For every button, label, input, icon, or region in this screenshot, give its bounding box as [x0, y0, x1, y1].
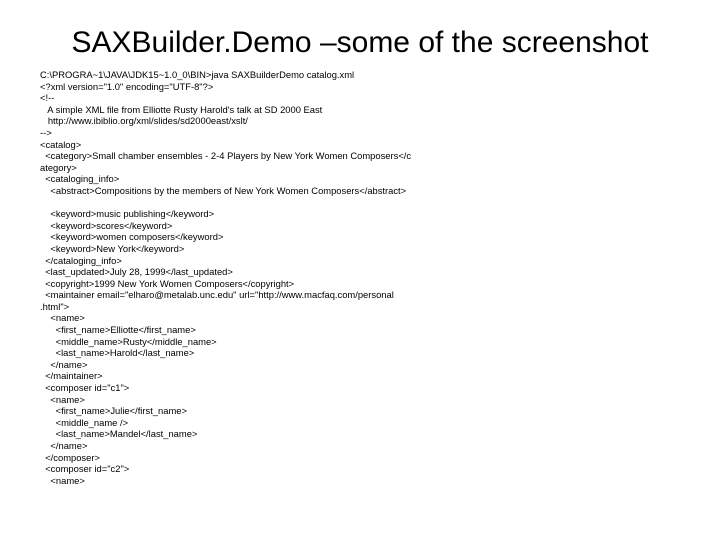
- console-line: <keyword>women composers</keyword>: [40, 231, 224, 243]
- console-line: -->: [40, 126, 52, 138]
- console-line: <last_updated>July 28, 1999</last_updated>: [40, 266, 233, 278]
- console-line: <keyword>New York</keyword>: [40, 242, 185, 254]
- console-line: <catalog>: [40, 138, 82, 150]
- console-line: <first_name>Elliotte</first_name>: [40, 324, 196, 336]
- console-line: C:\PROGRA~1\JAVA\JDK15~1.0_0\BIN>java SAXBuilderDemo catalog.xml: [40, 69, 355, 80]
- console-line: <name>: [40, 393, 85, 405]
- console-line: </name>: [40, 358, 88, 370]
- console-line: <category>Small chamber ensembles - 2-4 Players by New York Women Composers</c: [40, 150, 412, 162]
- console-line: <?xml version="1.0" encoding="UTF-8"?>: [40, 80, 214, 92]
- console-line: ategory>: [40, 161, 77, 173]
- console-line: </name>: [40, 440, 88, 451]
- console-line: <name>: [40, 474, 85, 486]
- console-line: </maintainer>: [40, 370, 103, 382]
- console-line: <!--: [40, 92, 55, 104]
- console-line: <maintainer email="elharo@metalab.unc.edu" url="http://www.macfaq.com/personal: [40, 289, 394, 301]
- console-line: <middle_name>Rusty</middle_name>: [40, 335, 217, 347]
- console-line: <first_name>Julie</first_name>: [40, 405, 187, 417]
- console-line: <name>: [40, 312, 85, 324]
- console-line: <abstract>Compositions by the members of New York Women Composers</abstract>: [40, 184, 407, 196]
- console-line: <middle_name />: [40, 416, 129, 428]
- console-line: <composer id="c2">: [40, 463, 130, 475]
- console-line: </composer>: [40, 451, 100, 463]
- console-line: <last_name>Mandel</last_name>: [40, 428, 198, 440]
- console-line: <keyword>scores</keyword>: [40, 219, 173, 231]
- console-output: [40, 69, 680, 486]
- console-line: [40, 197, 680, 209]
- console-line: <copyright>1999 New York Women Composers</copyright>: [40, 277, 295, 289]
- console-line: http://www.ibiblio.org/xml/slides/sd2000east/xslt/: [40, 115, 248, 127]
- console-line: <keyword>music publishing</keyword>: [40, 208, 215, 220]
- console-line: <composer id="c1">: [40, 382, 130, 394]
- console-line: </cataloging_info>: [40, 254, 122, 266]
- slide-title: SAXBuilder.Demo –some of the screenshot: [71, 26, 649, 59]
- console-line: .html">: [40, 300, 70, 312]
- console-line: <last_name>Harold</last_name>: [40, 347, 195, 359]
- console-line: <cataloging_info>: [40, 173, 120, 185]
- console-line: A simple XML file from Elliotte Rusty Harold's talk at SD 2000 East: [40, 103, 323, 115]
